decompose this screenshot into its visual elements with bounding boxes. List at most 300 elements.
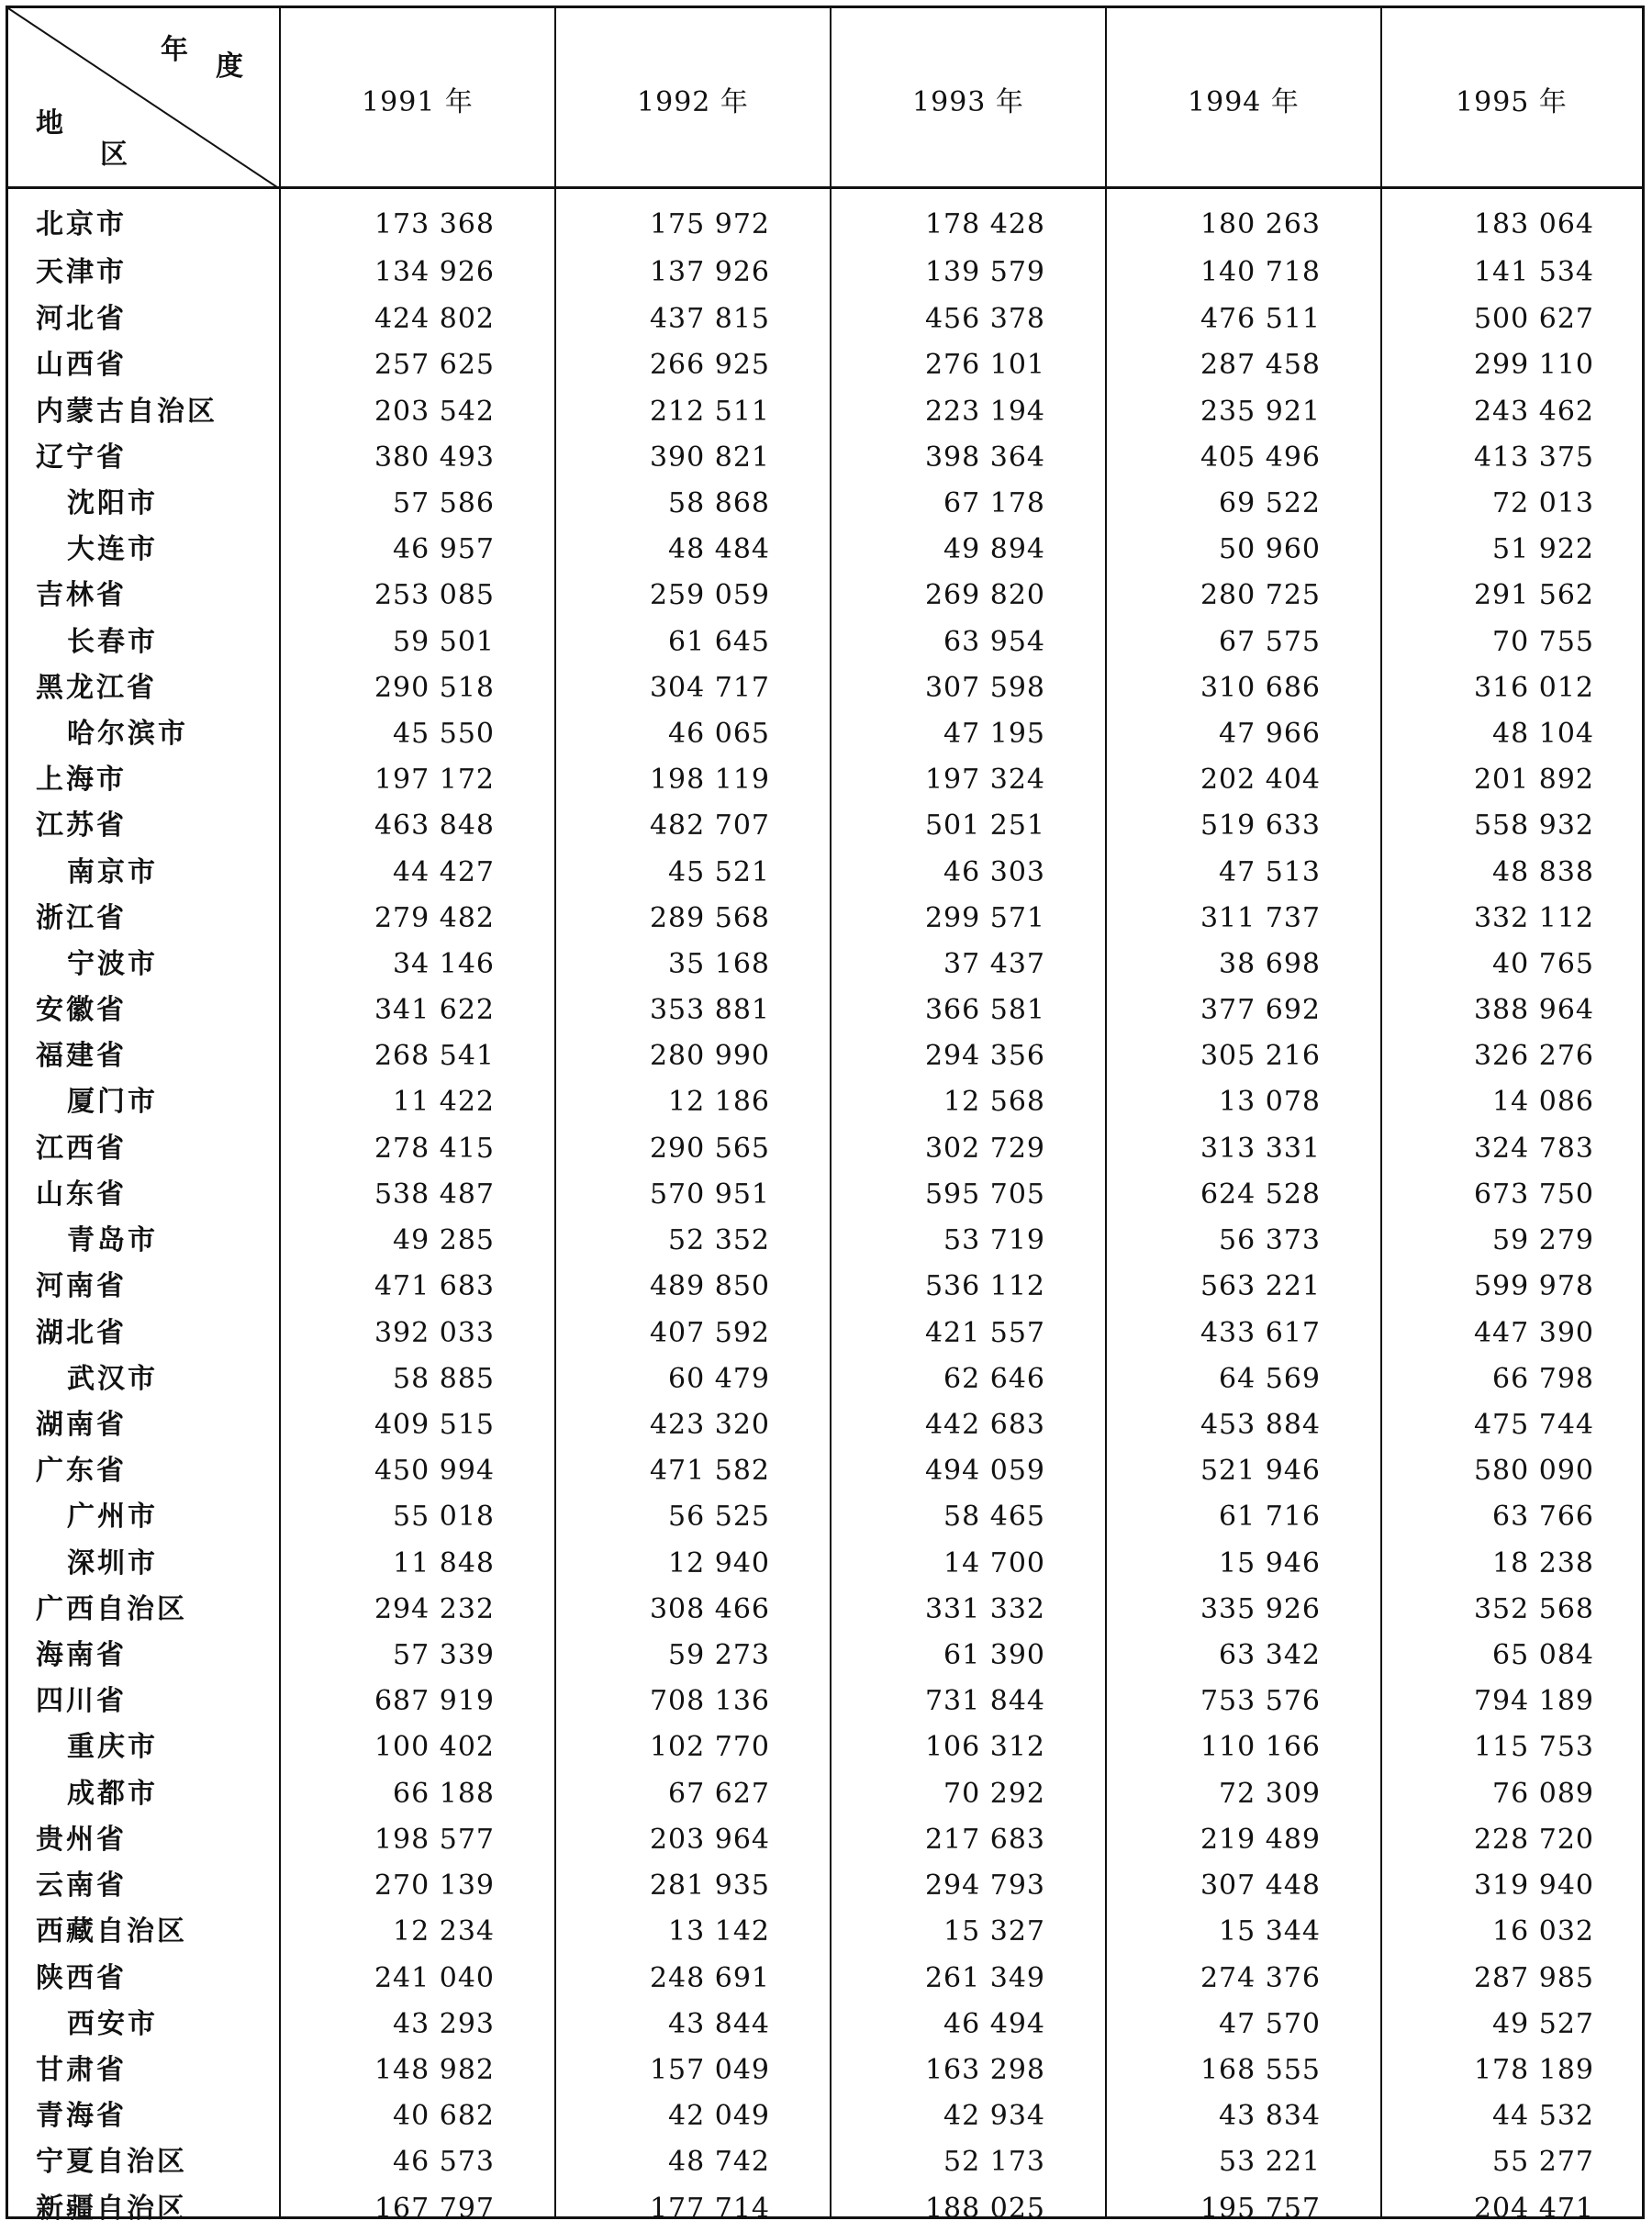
value-cell: 62 646	[943, 1363, 1045, 1395]
value-cell: 563 221	[1200, 1270, 1321, 1302]
column-divider	[1380, 8, 1382, 2216]
region-name: 青岛市	[67, 1224, 158, 1256]
region-name: 安徽省	[36, 994, 127, 1026]
value-cell: 280 725	[1200, 579, 1321, 611]
region-name: 福建省	[36, 1040, 127, 1072]
column-divider	[279, 8, 281, 2216]
region-name: 河北省	[36, 303, 127, 335]
value-cell: 673 750	[1473, 1178, 1594, 1211]
value-cell: 57 339	[393, 1639, 495, 1671]
value-cell: 15 344	[1219, 1915, 1321, 1947]
value-cell: 137 926	[649, 256, 770, 288]
value-cell: 235 921	[1200, 396, 1321, 428]
value-cell: 14 700	[943, 1547, 1045, 1579]
value-cell: 66 188	[393, 1778, 495, 1810]
value-cell: 11 422	[393, 1086, 495, 1118]
table-row	[8, 2093, 1642, 2139]
value-cell: 307 448	[1200, 1869, 1321, 1902]
value-cell: 65 084	[1492, 1639, 1594, 1671]
value-cell: 12 940	[668, 1547, 770, 1579]
region-name: 西藏自治区	[36, 1915, 187, 1947]
table-row	[8, 1863, 1642, 1909]
value-cell: 299 110	[1473, 349, 1594, 381]
region-name: 宁波市	[67, 948, 158, 980]
value-cell: 501 251	[924, 809, 1045, 842]
column-divider	[554, 8, 556, 2216]
value-cell: 46 494	[943, 2008, 1045, 2040]
table-row	[8, 850, 1642, 896]
table-row	[8, 1311, 1642, 1356]
value-cell: 223 194	[924, 396, 1045, 428]
value-cell: 521 946	[1200, 1455, 1321, 1487]
value-cell: 390 821	[649, 441, 770, 474]
table-row	[8, 711, 1642, 757]
region-name: 沈阳市	[67, 487, 158, 519]
value-cell: 34 146	[393, 948, 495, 980]
value-cell: 48 838	[1492, 856, 1594, 888]
value-cell: 63 954	[943, 626, 1045, 658]
value-cell: 311 737	[1200, 902, 1321, 934]
value-cell: 134 926	[374, 256, 495, 288]
value-cell: 519 633	[1200, 809, 1321, 842]
value-cell: 67 627	[668, 1778, 770, 1810]
value-cell: 624 528	[1200, 1178, 1321, 1211]
value-cell: 56 525	[668, 1501, 770, 1533]
value-cell: 204 471	[1473, 2193, 1594, 2225]
value-cell: 195 757	[1200, 2193, 1321, 2225]
value-cell: 55 277	[1492, 2146, 1594, 2178]
value-cell: 482 707	[649, 809, 770, 842]
value-cell: 43 834	[1219, 2100, 1321, 2132]
value-cell: 63 342	[1219, 1639, 1321, 1671]
value-cell: 476 511	[1200, 303, 1321, 335]
table-row	[8, 1724, 1642, 1770]
value-cell: 188 025	[924, 2193, 1045, 2225]
value-cell: 197 324	[924, 764, 1045, 796]
region-name: 吉林省	[36, 579, 127, 611]
value-cell: 307 598	[924, 672, 1045, 704]
table-row	[8, 202, 1642, 248]
region-name: 天津市	[36, 256, 127, 288]
table-row	[8, 1494, 1642, 1540]
value-cell: 12 234	[393, 1915, 495, 1947]
value-cell: 45 521	[668, 856, 770, 888]
region-name: 宁夏自治区	[36, 2146, 187, 2178]
table-row	[8, 573, 1642, 619]
region-name: 江苏省	[36, 809, 127, 842]
value-cell: 58 868	[668, 487, 770, 519]
value-cell: 243 462	[1473, 396, 1594, 428]
value-cell: 423 320	[649, 1409, 770, 1441]
value-cell: 49 894	[943, 533, 1045, 565]
value-cell: 46 303	[943, 856, 1045, 888]
value-cell: 324 783	[1473, 1133, 1594, 1165]
table-row	[8, 2186, 1642, 2232]
value-cell: 437 815	[649, 303, 770, 335]
value-cell: 72 309	[1219, 1778, 1321, 1810]
value-cell: 304 717	[649, 672, 770, 704]
column-header-year: 1995 年	[1456, 85, 1568, 118]
value-cell: 316 012	[1473, 672, 1594, 704]
region-name: 辽宁省	[36, 441, 127, 474]
value-cell: 38 698	[1219, 948, 1321, 980]
value-cell: 16 032	[1492, 1915, 1594, 1947]
region-name: 广东省	[36, 1455, 127, 1487]
region-name: 海南省	[36, 1639, 127, 1671]
value-cell: 67 575	[1219, 626, 1321, 658]
table-row	[8, 527, 1642, 573]
value-cell: 47 570	[1219, 2008, 1321, 2040]
value-cell: 100 402	[374, 1731, 495, 1763]
value-cell: 198 119	[649, 764, 770, 796]
statistics-table	[6, 6, 1645, 2225]
value-cell: 18 238	[1492, 1547, 1594, 1579]
value-cell: 257 625	[374, 349, 495, 381]
value-cell: 51 922	[1492, 533, 1594, 565]
region-name: 山东省	[36, 1178, 127, 1211]
value-cell: 67 178	[943, 487, 1045, 519]
value-cell: 56 373	[1219, 1224, 1321, 1256]
table-row	[8, 1126, 1642, 1172]
value-cell: 53 719	[943, 1224, 1045, 1256]
region-name: 哈尔滨市	[67, 718, 188, 750]
value-cell: 59 279	[1492, 1224, 1594, 1256]
table-row	[8, 296, 1642, 342]
value-cell: 212 511	[649, 396, 770, 428]
value-cell: 409 515	[374, 1409, 495, 1441]
region-name: 甘肃省	[36, 2054, 127, 2086]
value-cell: 305 216	[1200, 1040, 1321, 1072]
value-cell: 13 142	[668, 1915, 770, 1947]
value-cell: 388 964	[1473, 994, 1594, 1026]
table-row	[8, 1587, 1642, 1633]
region-name: 重庆市	[67, 1731, 158, 1763]
region-name: 黑龙江省	[36, 672, 157, 704]
value-cell: 43 293	[393, 2008, 495, 2040]
table-row	[8, 1079, 1642, 1125]
value-cell: 595 705	[924, 1178, 1045, 1211]
value-cell: 203 964	[649, 1824, 770, 1856]
value-cell: 290 518	[374, 672, 495, 704]
value-cell: 139 579	[924, 256, 1045, 288]
value-cell: 259 059	[649, 579, 770, 611]
value-cell: 269 820	[924, 579, 1045, 611]
value-cell: 44 532	[1492, 2100, 1594, 2132]
region-name: 山西省	[36, 349, 127, 381]
value-cell: 49 527	[1492, 2008, 1594, 2040]
value-cell: 180 263	[1200, 208, 1321, 240]
region-name: 武汉市	[67, 1363, 158, 1395]
value-cell: 377 692	[1200, 994, 1321, 1026]
value-cell: 424 802	[374, 303, 495, 335]
table-row	[8, 2002, 1642, 2048]
value-cell: 287 985	[1473, 1962, 1594, 1994]
region-name: 厦门市	[67, 1086, 158, 1118]
table-row	[8, 1172, 1642, 1218]
value-cell: 217 683	[924, 1824, 1045, 1856]
value-cell: 202 404	[1200, 764, 1321, 796]
table-row	[8, 1356, 1642, 1402]
value-cell: 46 573	[393, 2146, 495, 2178]
table-row	[8, 1541, 1642, 1587]
region-name: 陕西省	[36, 1962, 127, 1994]
column-header-year: 1991 年	[362, 85, 474, 118]
value-cell: 294 793	[924, 1869, 1045, 1902]
value-cell: 175 972	[649, 208, 770, 240]
value-cell: 421 557	[924, 1317, 1045, 1349]
value-cell: 392 033	[374, 1317, 495, 1349]
value-cell: 319 940	[1473, 1869, 1594, 1902]
region-name: 广州市	[67, 1501, 158, 1533]
value-cell: 58 885	[393, 1363, 495, 1395]
value-cell: 110 166	[1200, 1731, 1321, 1763]
value-cell: 203 542	[374, 396, 495, 428]
value-cell: 442 683	[924, 1409, 1045, 1441]
value-cell: 405 496	[1200, 441, 1321, 474]
table-row	[8, 1448, 1642, 1494]
value-cell: 599 978	[1473, 1270, 1594, 1302]
value-cell: 14 086	[1492, 1086, 1594, 1118]
value-cell: 12 186	[668, 1086, 770, 1118]
value-cell: 536 112	[924, 1270, 1045, 1302]
value-cell: 12 568	[943, 1086, 1045, 1118]
value-cell: 53 221	[1219, 2146, 1321, 2178]
table-row	[8, 1771, 1642, 1817]
value-cell: 380 493	[374, 441, 495, 474]
value-cell: 69 522	[1219, 487, 1321, 519]
value-cell: 47 513	[1219, 856, 1321, 888]
table-row	[8, 665, 1642, 711]
table-row	[8, 435, 1642, 481]
value-cell: 148 982	[374, 2054, 495, 2086]
region-name: 浙江省	[36, 902, 127, 934]
value-cell: 40 765	[1492, 948, 1594, 980]
table-row	[8, 389, 1642, 435]
value-cell: 261 349	[924, 1962, 1045, 1994]
value-cell: 44 427	[393, 856, 495, 888]
region-name: 河南省	[36, 1270, 127, 1302]
value-cell: 731 844	[924, 1685, 1045, 1717]
value-cell: 48 742	[668, 2146, 770, 2178]
value-cell: 106 312	[924, 1731, 1045, 1763]
value-cell: 163 298	[924, 2054, 1045, 2086]
value-cell: 11 848	[393, 1547, 495, 1579]
region-name: 云南省	[36, 1869, 127, 1902]
table-row	[8, 250, 1642, 296]
value-cell: 42 934	[943, 2100, 1045, 2132]
value-cell: 37 437	[943, 948, 1045, 980]
value-cell: 463 848	[374, 809, 495, 842]
column-divider	[830, 8, 832, 2216]
value-cell: 471 582	[649, 1455, 770, 1487]
value-cell: 270 139	[374, 1869, 495, 1902]
value-cell: 45 550	[393, 718, 495, 750]
value-cell: 471 683	[374, 1270, 495, 1302]
value-cell: 168 555	[1200, 2054, 1321, 2086]
table-row	[8, 1402, 1642, 1448]
value-cell: 794 189	[1473, 1685, 1594, 1717]
value-cell: 50 960	[1219, 533, 1321, 565]
value-cell: 313 331	[1200, 1133, 1321, 1165]
table-row	[8, 481, 1642, 527]
region-name: 南京市	[67, 856, 158, 888]
table-row	[8, 1817, 1642, 1863]
table-row	[8, 1218, 1642, 1264]
region-name: 北京市	[36, 208, 127, 240]
value-cell: 66 798	[1492, 1363, 1594, 1395]
value-cell: 248 691	[649, 1962, 770, 1994]
column-divider	[1105, 8, 1107, 2216]
corner-region-char-1: 地	[36, 107, 63, 140]
value-cell: 55 018	[393, 1501, 495, 1533]
value-cell: 178 189	[1473, 2054, 1594, 2086]
table-row	[8, 988, 1642, 1033]
region-name: 青海省	[36, 2100, 127, 2132]
value-cell: 178 428	[924, 208, 1045, 240]
value-cell: 294 232	[374, 1593, 495, 1625]
value-cell: 49 285	[393, 1224, 495, 1256]
value-cell: 279 482	[374, 902, 495, 934]
value-cell: 198 577	[374, 1824, 495, 1856]
region-name: 大连市	[67, 533, 158, 565]
region-name: 广西自治区	[36, 1593, 187, 1625]
table-row	[8, 757, 1642, 803]
value-cell: 47 966	[1219, 718, 1321, 750]
table-row	[8, 1033, 1642, 1079]
value-cell: 299 571	[924, 902, 1045, 934]
value-cell: 70 755	[1492, 626, 1594, 658]
value-cell: 228 720	[1473, 1824, 1594, 1856]
value-cell: 59 273	[668, 1639, 770, 1671]
value-cell: 570 951	[649, 1178, 770, 1211]
table-row	[8, 2139, 1642, 2185]
region-name: 江西省	[36, 1133, 127, 1165]
table-row	[8, 1633, 1642, 1679]
value-cell: 61 645	[668, 626, 770, 658]
value-cell: 294 356	[924, 1040, 1045, 1072]
value-cell: 46 957	[393, 533, 495, 565]
value-cell: 278 415	[374, 1133, 495, 1165]
table-row	[8, 942, 1642, 988]
value-cell: 15 946	[1219, 1547, 1321, 1579]
value-cell: 173 368	[374, 208, 495, 240]
region-name: 湖南省	[36, 1409, 127, 1441]
value-cell: 494 059	[924, 1455, 1045, 1487]
value-cell: 13 078	[1219, 1086, 1321, 1118]
value-cell: 268 541	[374, 1040, 495, 1072]
value-cell: 398 364	[924, 441, 1045, 474]
value-cell: 140 718	[1200, 256, 1321, 288]
value-cell: 61 716	[1219, 1501, 1321, 1533]
value-cell: 177 714	[649, 2193, 770, 2225]
region-name: 西安市	[67, 2008, 158, 2040]
value-cell: 183 064	[1473, 208, 1594, 240]
value-cell: 310 686	[1200, 672, 1321, 704]
table-row	[8, 1956, 1642, 2002]
value-cell: 687 919	[374, 1685, 495, 1717]
value-cell: 489 850	[649, 1270, 770, 1302]
column-header-year: 1994 年	[1188, 85, 1300, 118]
corner-region-char-2: 区	[100, 139, 128, 171]
value-cell: 115 753	[1473, 1731, 1594, 1763]
value-cell: 475 744	[1473, 1409, 1594, 1441]
value-cell: 281 935	[649, 1869, 770, 1902]
table-row	[8, 619, 1642, 665]
value-cell: 48 104	[1492, 718, 1594, 750]
value-cell: 141 534	[1473, 256, 1594, 288]
value-cell: 241 040	[374, 1962, 495, 1994]
value-cell: 289 568	[649, 902, 770, 934]
table-header	[8, 8, 1642, 189]
region-name: 长春市	[67, 626, 158, 658]
value-cell: 48 484	[668, 533, 770, 565]
region-name: 贵州省	[36, 1824, 127, 1856]
column-header-year: 1992 年	[637, 85, 749, 118]
value-cell: 201 892	[1473, 764, 1594, 796]
region-name: 上海市	[36, 764, 127, 796]
value-cell: 61 390	[943, 1639, 1045, 1671]
value-cell: 52 173	[943, 2146, 1045, 2178]
value-cell: 40 682	[393, 2100, 495, 2132]
value-cell: 43 844	[668, 2008, 770, 2040]
table-row	[8, 2048, 1642, 2093]
value-cell: 274 376	[1200, 1962, 1321, 1994]
value-cell: 326 276	[1473, 1040, 1594, 1072]
value-cell: 302 729	[924, 1133, 1045, 1165]
value-cell: 157 049	[649, 2054, 770, 2086]
table-row	[8, 803, 1642, 849]
table-row	[8, 896, 1642, 942]
value-cell: 46 065	[668, 718, 770, 750]
value-cell: 500 627	[1473, 303, 1594, 335]
corner-year-char-1: 年	[161, 34, 188, 66]
value-cell: 332 112	[1473, 902, 1594, 934]
value-cell: 197 172	[374, 764, 495, 796]
value-cell: 15 327	[943, 1915, 1045, 1947]
value-cell: 308 466	[649, 1593, 770, 1625]
value-cell: 753 576	[1200, 1685, 1321, 1717]
region-name: 成都市	[67, 1778, 158, 1810]
value-cell: 266 925	[649, 349, 770, 381]
table-row	[8, 1679, 1642, 1724]
value-cell: 447 390	[1473, 1317, 1594, 1349]
value-cell: 352 568	[1473, 1593, 1594, 1625]
value-cell: 253 085	[374, 579, 495, 611]
value-cell: 538 487	[374, 1178, 495, 1211]
value-cell: 450 994	[374, 1455, 495, 1487]
value-cell: 64 569	[1219, 1363, 1321, 1395]
value-cell: 366 581	[924, 994, 1045, 1026]
table-row	[8, 1264, 1642, 1310]
value-cell: 219 489	[1200, 1824, 1321, 1856]
value-cell: 102 770	[649, 1731, 770, 1763]
value-cell: 413 375	[1473, 441, 1594, 474]
value-cell: 42 049	[668, 2100, 770, 2132]
region-name: 内蒙古自治区	[36, 396, 218, 428]
value-cell: 456 378	[924, 303, 1045, 335]
region-name: 新疆自治区	[36, 2193, 187, 2225]
corner-diagonal	[8, 8, 280, 189]
value-cell: 47 195	[943, 718, 1045, 750]
value-cell: 580 090	[1473, 1455, 1594, 1487]
value-cell: 60 479	[668, 1363, 770, 1395]
value-cell: 280 990	[649, 1040, 770, 1072]
value-cell: 76 089	[1492, 1778, 1594, 1810]
value-cell: 335 926	[1200, 1593, 1321, 1625]
region-name: 深圳市	[67, 1547, 158, 1579]
region-name: 四川省	[36, 1685, 127, 1717]
table-row	[8, 342, 1642, 388]
